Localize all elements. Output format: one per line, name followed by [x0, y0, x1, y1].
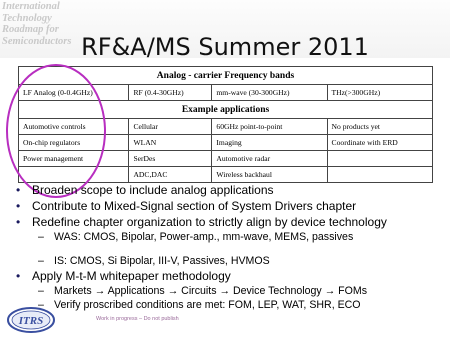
table-cell: Cellular: [129, 119, 212, 135]
bullet-list: [14, 182, 444, 312]
table-cell: No products yet: [327, 119, 432, 135]
slide-title: RF&A/MS Summer 2011: [81, 33, 369, 61]
band-cell: LF Analog (0-0.4GHz): [19, 85, 129, 101]
logo-line: Semiconductors: [2, 35, 72, 47]
table-cell: Imaging: [212, 135, 327, 151]
bullet-item: • Redefine chapter organization to strictly align by device technology: [14, 214, 444, 230]
sub-bullet-item: – Verify proscribed conditions are met: FOM, LEP, WAT, SHR, ECO: [14, 298, 444, 312]
table-cell: Power management: [19, 151, 129, 167]
table-cell: 60GHz point-to-point: [212, 119, 327, 135]
itrs-logo-icon: [6, 306, 56, 334]
bullet-item: • Broaden scope to include analog applications: [14, 182, 444, 198]
table-cell: Coordinate with ERD: [327, 135, 432, 151]
band-cell: RF (0.4-30GHz): [129, 85, 212, 101]
footer-note: Work in progress – Do not publish: [96, 316, 179, 322]
logo-text: ITRS: [18, 315, 44, 327]
table-cell: Automotive radar: [212, 151, 327, 167]
table-cell: [327, 167, 432, 183]
band-cell: mm-wave (30-300GHz): [212, 85, 327, 101]
table-cell: WLAN: [129, 135, 212, 151]
table-cell: SerDes: [129, 151, 212, 167]
table-cell: Wireless backhaul: [212, 167, 327, 183]
sub-bullet-item: – WAS: CMOS, Bipolar, Power-amp., mm-wave, MEMS, passives: [14, 230, 444, 244]
band-cell: THz(>300GHz): [327, 85, 432, 101]
table-cell: Automotive controls: [19, 119, 129, 135]
logo-line: International: [2, 1, 60, 12]
section-header-bands: Analog - carrier Frequency bands: [19, 67, 433, 85]
table-cell: [327, 151, 432, 167]
sub-bullet-item: – IS: CMOS, Si Bipolar, III-V, Passives, HVMOS: [14, 254, 444, 268]
bullet-item: • Apply M-t-M whitepaper methodology: [14, 268, 444, 284]
logo-line: Technology: [2, 12, 52, 24]
bullet-item: • Contribute to Mixed-Signal section of System Drivers chapter: [14, 198, 444, 214]
sub-bullet-item: – Markets → Applications → Circuits → Device Technology → FOMs: [14, 284, 444, 298]
section-header-applications: Example applications: [19, 101, 433, 119]
table-cell: On-chip regulators: [19, 135, 129, 151]
logo-line: Roadmap for: [2, 24, 59, 35]
table-cell: ADC,DAC: [129, 167, 212, 183]
highlight-oval: [6, 64, 106, 198]
